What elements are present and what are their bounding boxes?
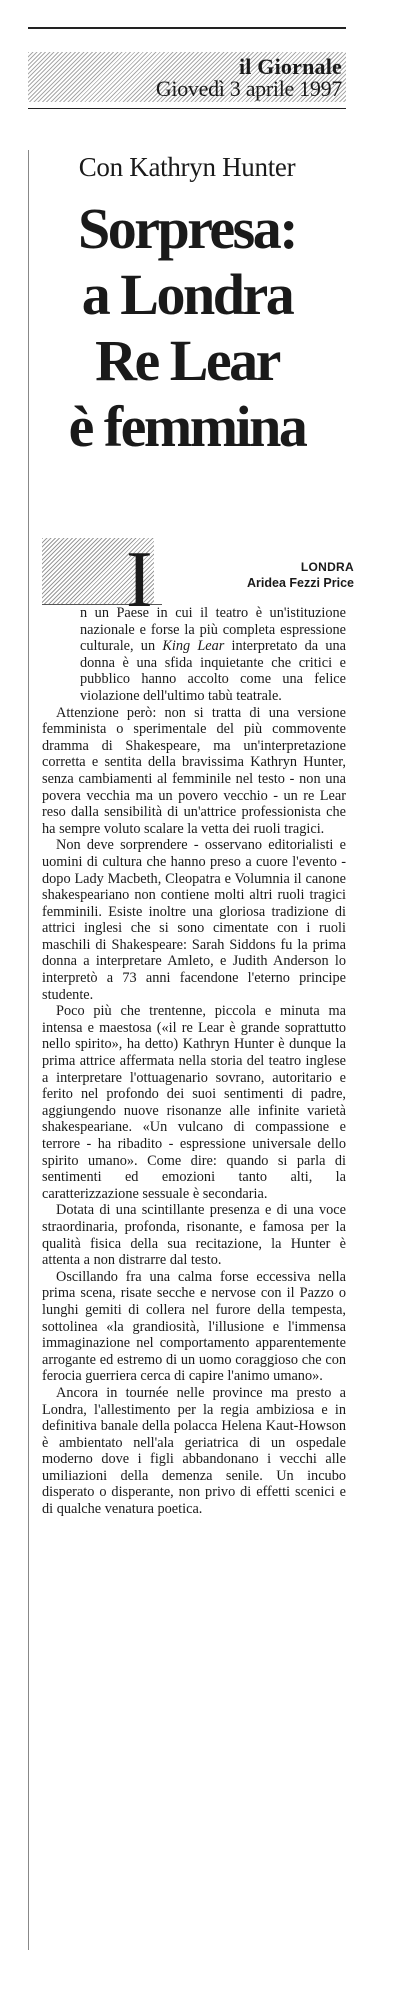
dateline-city: LONDRA <box>300 560 354 574</box>
byline-author: Aridea Fezzi Price <box>247 576 354 590</box>
headline-line: è femmina <box>68 394 306 459</box>
drop-cap: I <box>126 536 153 624</box>
article-paragraph: Ancora in tournée nelle province ma presto a Londra, l'allestimento per la regia ambiziosa e in definitiva banale della polacca Helena Kaut-Howson è ambientato nell'ala geriatrica di un ospedale moderno dove i figli abbandonano i vecchi alle umiliazioni della demenza senile. Un incubo disperato o disperante, non privo di effetti scenici e di qualche venatura poetica. <box>42 1384 346 1518</box>
play-title: King Lear <box>162 638 225 655</box>
article-paragraph: n un Paese in cui il teatro è un'istituzione nazionale e forse la più completa espressione culturale, un King Lear interpretato da una donna è una sfida inquietante che critici e pubblico hanno accolto come una felice violazione dell'ultimo tabù teatrale. <box>80 605 347 704</box>
article-paragraph: Oscillando fra una calma forse eccessiva nella prima scena, risate secche e nervose con il Pazzo o lunghi gemiti di collera nel furore della tempesta, sottolinea «la grandiosità, l'illusione e l'immensa immaginazione nel comportamento apparentemente arrogante ed estremo di un uomo coraggioso che con ferocia guerriera cerca di capire l'animo umano». <box>42 1268 346 1385</box>
masthead-top-rule <box>28 27 346 29</box>
publication-date: Giovedì 3 aprile 1997 <box>155 76 342 101</box>
article-body <box>42 605 346 1518</box>
headline-line: a Londra <box>81 262 293 327</box>
article-paragraph: Attenzione però: non si tratta di una versione femminista o sperimentale del più commovente dramma di Shakespeare, ma un'interpretazione corretta e sentita della bravissima Kathryn Hunter, senza cambiamenti al femminile nel testo - non una povera vecchia ma un povero vecchio - un re Lear reso dalla sensibilità di un'attrice professionista che ha sempre voluto scalare la vetta dei ruoli tragici. <box>42 704 346 837</box>
article-kicker: Con Kathryn Hunter <box>78 152 296 182</box>
article-paragraph: Dotata di una scintillante presenza e di una voce straordinaria, profonda, risonante, e famosa per la qualità fisica della sua recitazione, la Hunter è attenta a non distrarre dal testo. <box>42 1202 346 1269</box>
headline-line: Re Lear <box>95 328 279 393</box>
article-paragraph: Poco più che trentenne, piccola e minuta ma intensa e maestosa («il re Lear è grande soprattutto nello spirito», ha detto) Kathryn Hunter è dunque la prima attrice affermata nella storia del teatro inglese a interpretare l'ottuagenario sovrano, autoritario e ferito nel profondo dei suoi sentimenti di padre, aggiungendo nuove risonanze alle infinite varietà shakespeariane. «Un vulcano di compassione e terrore - ha ribadito - espressione universale dello spirito umano». Come dire: quando si parla di sentimenti ed emozioni tanto alti, la caratterizzazione sessuale è secondaria. <box>42 1003 346 1202</box>
article-paragraph: Non deve sorprendere - osservano editorialisti e uomini di cultura che hanno preso a cuore l'evento - dopo Lady Macbeth, Cleopatra e Volumnia il canone shakespeariano non contiene molti altri ruoli tragici femminili. Esiste inoltre una gloriosa tradizione di attrici inglesi che si sono cimentate con i ruoli maschili di Shakespeare: Sarah Siddons fu la prima donna a interpretare Amleto, e Judith Anderson lo interpretò a 73 anni facendone l'eterno principe studente. <box>42 837 346 1003</box>
headline-line: Sorpresa: <box>77 196 297 261</box>
masthead-bottom-rule <box>28 108 346 109</box>
article-headline <box>28 196 346 460</box>
newspaper-name: il Giornale <box>238 54 342 79</box>
masthead <box>28 52 346 102</box>
